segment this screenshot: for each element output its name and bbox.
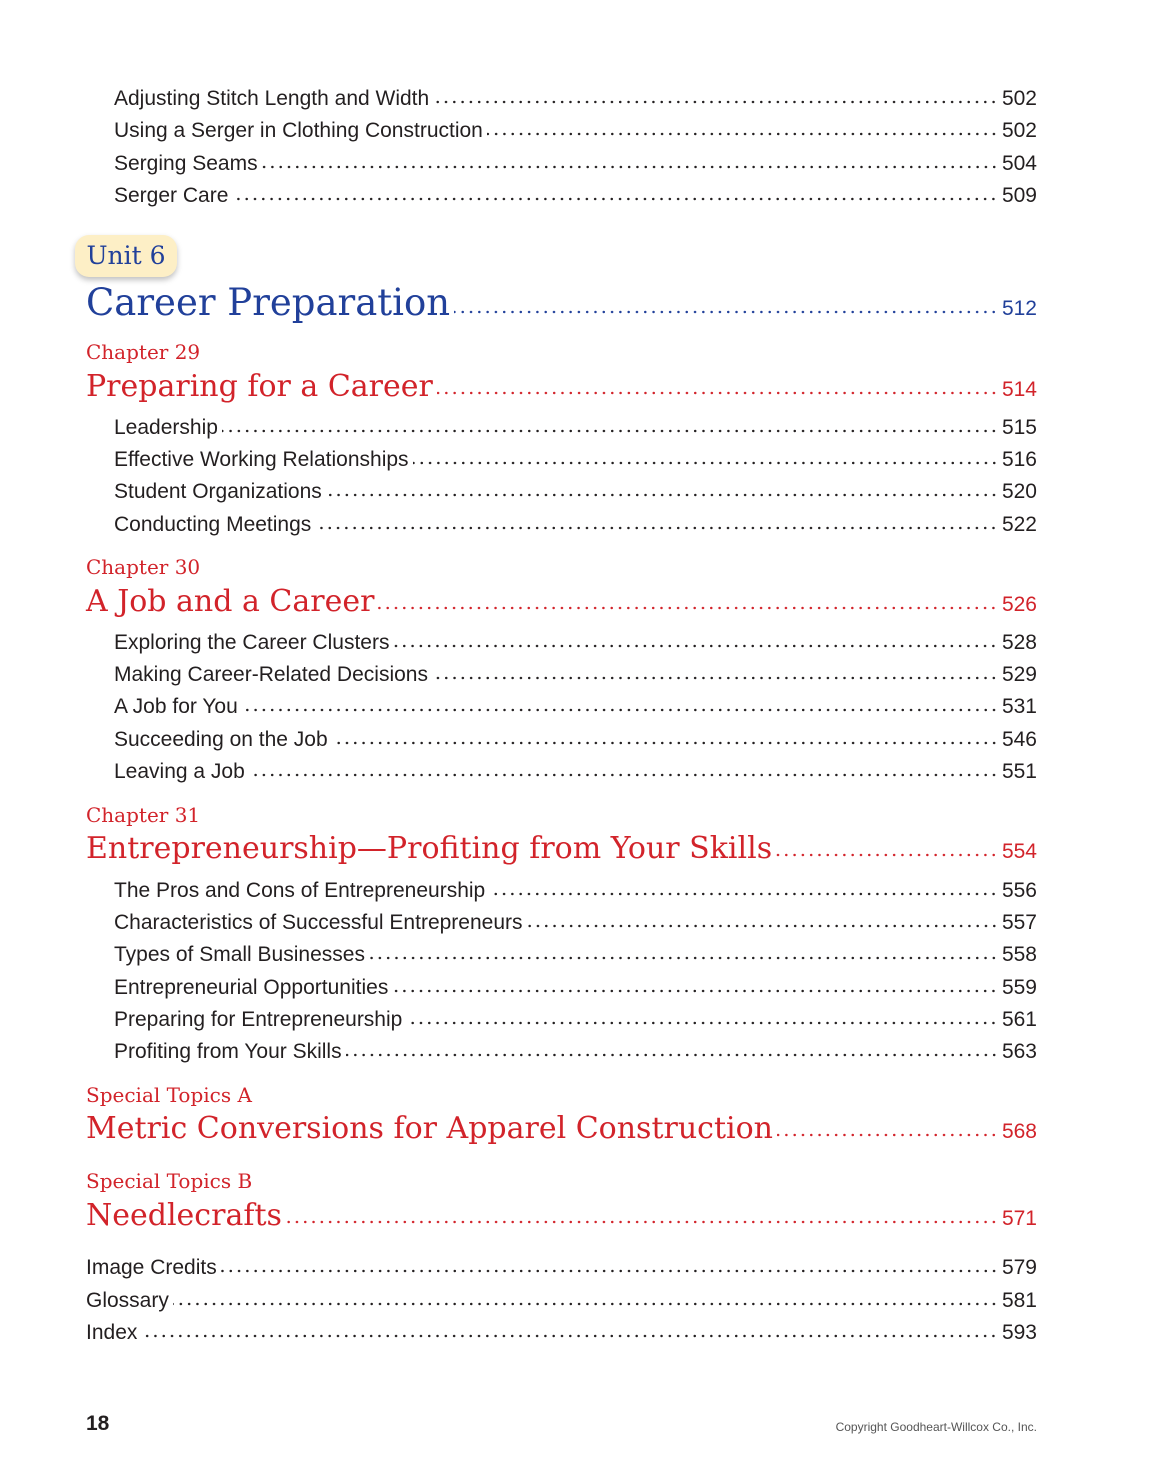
entry-title: Preparing for a Career: [86, 369, 433, 404]
entry-title: Succeeding on the Job: [114, 728, 328, 751]
toc-entry[interactable]: [114, 414, 1037, 442]
toc-entry[interactable]: [114, 446, 1037, 474]
special-topic-title-entry[interactable]: [86, 1196, 1037, 1236]
dot-leader: [487, 131, 998, 137]
entry-title: Adjusting Stitch Length and Width: [114, 87, 430, 110]
entry-page: 563: [1001, 1040, 1037, 1063]
dot-leader: [141, 1333, 998, 1339]
entry-title: Effective Working Relationships: [114, 448, 409, 471]
entry-page: 529: [1001, 663, 1037, 686]
dot-leader: [242, 707, 998, 713]
dot-leader: [221, 1268, 998, 1274]
toc-entry[interactable]: [114, 150, 1037, 178]
entry-title: A Job and a Career: [86, 584, 375, 619]
entry-page: 520: [1001, 480, 1037, 503]
entry-page: 514: [1001, 378, 1037, 401]
toc-entry[interactable]: [114, 478, 1037, 506]
entry-title: Using a Serger in Clothing Construction: [114, 119, 483, 142]
entry-title: Serger Care: [114, 184, 229, 207]
toc-entry[interactable]: [114, 974, 1037, 1002]
chapter-title-entry[interactable]: [86, 582, 1037, 622]
toc-entry[interactable]: [114, 1006, 1037, 1034]
toc-entry[interactable]: [114, 85, 1037, 113]
entry-page: 571: [1001, 1207, 1037, 1230]
page-number: 18: [86, 1412, 110, 1435]
entry-page: 504: [1001, 152, 1037, 175]
dot-leader: [776, 852, 998, 858]
toc-entry[interactable]: [114, 117, 1037, 145]
entry-page: 531: [1001, 695, 1037, 718]
toc-entry[interactable]: [114, 726, 1037, 754]
entry-page: 556: [1001, 879, 1037, 902]
dot-leader: [262, 164, 998, 170]
chapter-title-entry[interactable]: [86, 829, 1037, 869]
entry-title: Leaving a Job: [114, 760, 245, 783]
entry-title: Image Credits: [86, 1256, 217, 1279]
toc-entry[interactable]: [114, 1038, 1037, 1066]
dot-leader: [378, 605, 998, 611]
dot-leader: [406, 1020, 998, 1026]
chapter-label: Chapter 30: [86, 555, 201, 579]
entry-page: 502: [1001, 119, 1037, 142]
special-topics-label: Special Topics A: [86, 1083, 252, 1107]
dot-leader: [454, 309, 998, 315]
dot-leader: [432, 675, 998, 681]
entry-page: 568: [1001, 1120, 1037, 1143]
entry-page: 561: [1001, 1008, 1037, 1031]
entry-title: Conducting Meetings: [114, 513, 312, 536]
toc-entry[interactable]: [114, 182, 1037, 210]
copyright: Copyright Goodheart-Willcox Co., Inc.: [835, 1420, 1037, 1434]
toc-entry[interactable]: [114, 758, 1037, 786]
entry-page: 502: [1001, 87, 1037, 110]
back-matter-entry[interactable]: [86, 1319, 1037, 1347]
dot-leader: [346, 1052, 998, 1058]
entry-page: 546: [1001, 728, 1037, 751]
back-matter-entry[interactable]: [86, 1287, 1037, 1315]
entry-title: Leadership: [114, 416, 218, 439]
entry-page: 512: [1001, 297, 1037, 320]
toc-entry[interactable]: [114, 941, 1037, 969]
entry-page: 526: [1001, 593, 1037, 616]
dot-leader: [392, 988, 998, 994]
toc-entry[interactable]: [114, 877, 1037, 905]
entry-page: 593: [1001, 1321, 1037, 1344]
back-matter-entry[interactable]: [86, 1254, 1037, 1282]
toc-entry[interactable]: [114, 693, 1037, 721]
entry-page: 522: [1001, 513, 1037, 536]
entry-title: Metric Conversions for Apparel Construction: [86, 1111, 773, 1146]
entry-title: Preparing for Entrepreneurship: [114, 1008, 403, 1031]
special-topics-label: Special Topics B: [86, 1169, 253, 1193]
entry-page: 554: [1001, 840, 1037, 863]
entry-title: Entrepreneurship—Profiting from Your Skills: [86, 831, 773, 866]
chapter-label: Chapter 29: [86, 340, 201, 364]
entry-title: Types of Small Businesses: [114, 943, 365, 966]
entry-page: 557: [1001, 911, 1037, 934]
toc-entry[interactable]: [114, 661, 1037, 689]
entry-title: A Job for You: [114, 695, 238, 718]
entry-page: 559: [1001, 976, 1037, 999]
dot-leader: [232, 196, 998, 202]
entry-title: Student Organizations: [114, 480, 322, 503]
entry-title: Entrepreneurial Opportunities: [114, 976, 389, 999]
dot-leader: [315, 525, 998, 531]
chapter-label: Chapter 31: [86, 803, 201, 827]
entry-title: Exploring the Career Clusters: [114, 631, 390, 654]
entry-title: Needlecrafts: [86, 1198, 282, 1233]
entry-title: The Pros and Cons of Entrepreneurship: [114, 879, 486, 902]
entry-title: Career Preparation: [86, 281, 451, 324]
dot-leader: [437, 390, 998, 396]
dot-leader: [222, 428, 998, 434]
entry-page: 551: [1001, 760, 1037, 783]
unit-badge: Unit 6: [75, 235, 177, 277]
entry-title: Profiting from Your Skills: [114, 1040, 342, 1063]
entry-page: 558: [1001, 943, 1037, 966]
dot-leader: [413, 460, 998, 466]
entry-page: 528: [1001, 631, 1037, 654]
entry-page: 516: [1001, 448, 1037, 471]
dot-leader: [433, 99, 998, 105]
entry-title: Characteristics of Successful Entrepreneurs: [114, 911, 523, 934]
dot-leader: [527, 923, 998, 929]
dot-leader: [332, 740, 998, 746]
special-topic-title-entry[interactable]: [86, 1109, 1037, 1149]
entry-title: Glossary: [86, 1289, 169, 1312]
dot-leader: [489, 891, 998, 897]
dot-leader: [249, 772, 998, 778]
entry-title: Index: [86, 1321, 138, 1344]
entry-title: Making Career-Related Decisions: [114, 663, 428, 686]
entry-page: 509: [1001, 184, 1037, 207]
dot-leader: [286, 1219, 998, 1225]
entry-title: Serging Seams: [114, 152, 258, 175]
dot-leader: [777, 1132, 998, 1138]
toc-entry[interactable]: [114, 511, 1037, 539]
entry-page: 515: [1001, 416, 1037, 439]
toc-entry[interactable]: [114, 629, 1037, 657]
entry-page: 581: [1001, 1289, 1037, 1312]
dot-leader: [369, 955, 998, 961]
entry-page: 579: [1001, 1256, 1037, 1279]
chapter-title-entry[interactable]: [86, 367, 1037, 407]
dot-leader: [173, 1301, 998, 1307]
unit-title-entry[interactable]: [86, 279, 1037, 327]
dot-leader: [326, 492, 998, 498]
dot-leader: [393, 643, 998, 649]
toc-entry[interactable]: [114, 909, 1037, 937]
